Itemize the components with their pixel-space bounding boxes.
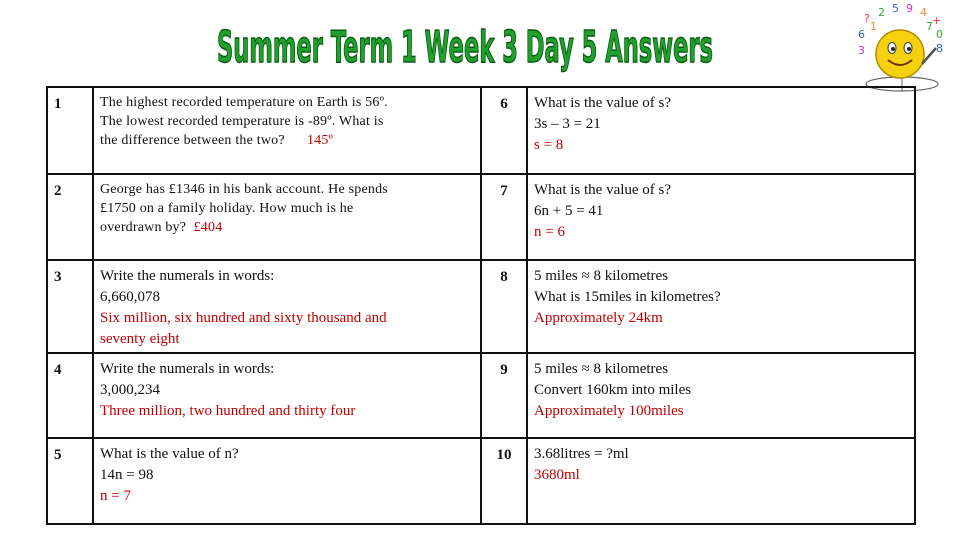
question-cell xyxy=(527,438,915,524)
questions-table xyxy=(46,86,916,525)
table-row xyxy=(47,353,915,438)
question-text: What is the value of s? xyxy=(534,95,672,111)
question-text: 3s – 3 = 21 xyxy=(534,116,601,132)
question-text: What is 15miles in kilometres? xyxy=(534,289,721,305)
question-text: £1750 on a family holiday. How much is he xyxy=(100,201,354,216)
answer-text: Three million, two hundred and thirty four xyxy=(100,403,356,419)
mascot-digit: 4 xyxy=(920,6,927,19)
question-number: 3 xyxy=(47,260,93,353)
answer-text: Approximately 100miles xyxy=(534,403,684,419)
answer-text: n = 7 xyxy=(100,488,131,504)
question-text: 6,660,078 xyxy=(100,289,160,305)
question-number: 1 xyxy=(47,87,93,174)
table-row xyxy=(47,260,915,353)
question-text: 3.68litres = ?ml xyxy=(534,446,629,462)
question-number: 2 xyxy=(47,174,93,260)
question-text: Write the numerals in words: xyxy=(100,268,275,284)
question-cell xyxy=(93,260,481,353)
question-cell xyxy=(527,353,915,438)
mascot-digit: + xyxy=(932,14,942,27)
question-number: 5 xyxy=(47,438,93,524)
mascot-digit: 0 xyxy=(936,28,943,41)
mascot-digit: 3 xyxy=(858,44,865,57)
question-text: 5 miles ≈ 8 kilometres xyxy=(534,268,669,284)
question-number: 7 xyxy=(481,174,527,260)
question-text: 14n = 98 xyxy=(100,467,154,483)
question-text: George has £1346 in his bank account. He spends xyxy=(100,182,388,197)
answer-text: seventy eight xyxy=(100,331,180,347)
question-number: 6 xyxy=(481,87,527,174)
mascot-digit: 9 xyxy=(906,2,913,15)
mascot-digit: 5 xyxy=(892,2,899,15)
question-cell xyxy=(93,438,481,524)
question-text: What is the value of n? xyxy=(100,446,239,462)
question-text: The highest recorded temperature on Earth is 56º. xyxy=(100,95,388,110)
question-text: the difference between the two? xyxy=(100,133,285,148)
mascot-digit: 1 xyxy=(870,20,877,33)
question-cell xyxy=(527,87,915,174)
page-title-text: Summer Term 1 Week 3 Day 5 Answers xyxy=(217,22,713,73)
question-text: The lowest recorded temperature is -89º. What is xyxy=(100,114,384,129)
question-cell xyxy=(93,174,481,260)
answer-text: Approximately 24km xyxy=(534,310,663,326)
answer-text: s = 8 xyxy=(534,137,564,153)
mascot-digit: 6 xyxy=(858,28,865,41)
question-text: 3,000,234 xyxy=(100,382,160,398)
table-row xyxy=(47,174,915,260)
question-text: Write the numerals in words: xyxy=(100,361,275,377)
answer-text: 145º xyxy=(306,133,334,148)
question-number: 9 xyxy=(481,353,527,438)
question-cell xyxy=(527,174,915,260)
mascot-digit: ? xyxy=(864,12,870,25)
answer-text: Six million, six hundred and sixty thousand and xyxy=(100,310,387,326)
smiley-mascot-icon xyxy=(856,2,948,94)
page-title xyxy=(210,16,720,76)
question-cell xyxy=(93,353,481,438)
table-row xyxy=(47,87,915,174)
answer-text: n = 6 xyxy=(534,224,565,240)
answer-text: 3680ml xyxy=(534,467,580,483)
question-cell xyxy=(527,260,915,353)
mascot-digit: 8 xyxy=(936,42,943,55)
question-text: Convert 160km into miles xyxy=(534,382,692,398)
question-number: 8 xyxy=(481,260,527,353)
question-text: 6n + 5 = 41 xyxy=(534,203,604,219)
question-cell xyxy=(93,87,481,174)
mascot-digit: 7 xyxy=(926,20,933,33)
answer-text: £404 xyxy=(193,220,223,235)
question-text: 5 miles ≈ 8 kilometres xyxy=(534,361,669,377)
question-number: 10 xyxy=(481,438,527,524)
question-text: overdrawn by? xyxy=(100,220,187,235)
table-row xyxy=(47,438,915,524)
question-text: What is the value of s? xyxy=(534,182,672,198)
mascot-digit: 2 xyxy=(878,6,885,19)
question-number: 4 xyxy=(47,353,93,438)
